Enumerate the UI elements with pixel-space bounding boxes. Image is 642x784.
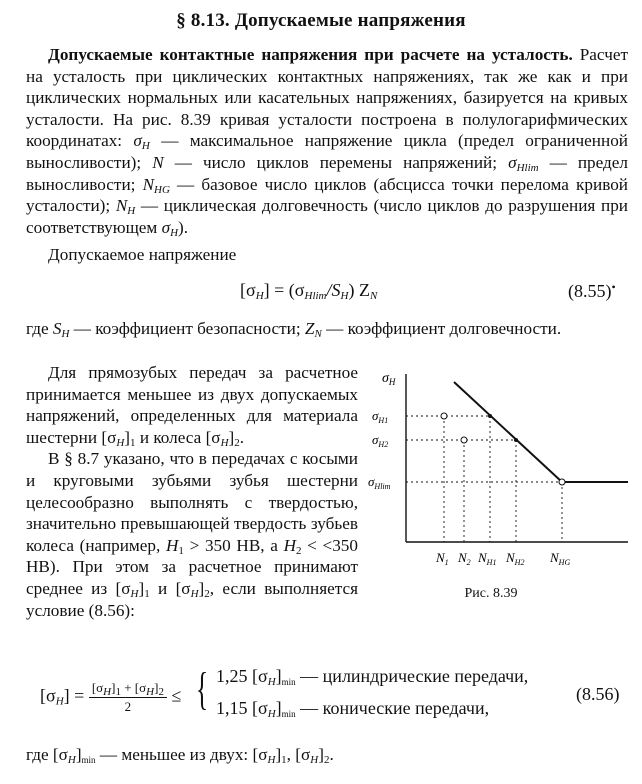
text-run: — максимальное напряжение цикла (предел ограниченной выносливости); <box>26 131 628 172</box>
paragraph-spur-gears: Для прямозубых передач за расчетное принимается меньшее из двух допускаемых напряжений, определенных для материала шестерни $[\sigma_H]_1$ и колеса $[\sigma_H]_2$. В § 8.7 указано, что в передачах с косыми и круговыми зубьями зубья шестерни целесообразно выполнять с твердостью, значительно превышающей твердость зубьев колеса (например, $H_1 > 350$ НВ, а $H_2 < <350$ НВ). При этом за расчетное принимают среднее из $[\sigma_H]_1$ и $[\sigma_H]_2$, если выполняется условие (8.56): <box>26 363 358 620</box>
paragraph-where-sh: где $S_H$ — коэффициент безопасности; $Z_N$ — коэффициент долговечности. <box>26 319 562 340</box>
equation-8-56-case-2: 1,15 $[\sigma_H]_{min}$ — конические передачи, <box>216 698 490 720</box>
paragraph-allowable-stress: Допускаемое напряжение <box>48 245 237 264</box>
paragraph-contact-stress <box>26 44 628 238</box>
y-tick-sigma-h1: $\sigma_{H1}$ <box>372 408 389 425</box>
y-axis-label: $\sigma_H$ <box>382 371 396 387</box>
point-nh1 <box>488 414 492 418</box>
figure-8-39 <box>366 360 632 610</box>
x-tick-n2: $N_2$ <box>458 550 471 567</box>
section-heading: § 8.13. Допускаемые напряжения <box>176 10 466 31</box>
equation-number-8-55: (8.55)• <box>568 280 616 301</box>
paragraph-lead-bold: Допускаемые контактные напряжения при расчете на усталость. <box>48 45 573 64</box>
symbol-sigma-hlim: $\sigma_{Hlim}$ <box>508 152 539 174</box>
dashed-guides <box>406 416 562 542</box>
point-n1 <box>441 413 447 419</box>
symbol-n: N <box>152 152 164 172</box>
text-run: ). <box>178 217 189 237</box>
text-run: Расчет на усталость при циклических контактных напряжениях, так же как и при циклических нормальных или касательных напряжениях, базируется на кривых усталости. На рис. 8.39 кривая усталости построена в полулогарифмических координатах: <box>26 45 628 151</box>
equation-8-56-brace: { <box>196 663 209 714</box>
symbol-z-n: $Z_N$ <box>304 319 322 340</box>
equation-8-56-fraction: $\frac{[\sigma_H]_1 + [\sigma_H]_2}{2}$ <box>89 680 167 715</box>
text-run: — число циклов перемены напряжений; <box>163 152 509 172</box>
fatigue-curve <box>454 382 628 482</box>
y-tick-sigma-h2: $\sigma_{H2}$ <box>372 432 389 449</box>
point-nh2 <box>514 438 518 442</box>
x-tick-n1: $N_1$ <box>436 550 449 567</box>
figure-caption: Рис. 8.39 <box>464 586 518 601</box>
point-nhg <box>559 479 565 485</box>
point-n2 <box>461 437 467 443</box>
x-tick-nh1: $N_{H1}$ <box>478 550 497 567</box>
symbol-n-hg: $N_{HG}$ <box>142 174 170 196</box>
x-tick-nhg: $N_{HG}$ <box>550 550 571 567</box>
symbol-sigma-h: $\sigma_H$ <box>133 131 150 153</box>
y-tick-sigma-hlim: $\sigma_{Hlim}$ <box>368 474 391 491</box>
equation-8-55: $[\sigma_H] = (\sigma_{Hlim}/S_H)$ $Z_N$ <box>240 280 378 302</box>
symbol-s-h: $S_H$ <box>52 319 70 340</box>
paragraph-where-min: где $[\sigma_H]_{min}$ — меньшее из двух: $[\sigma_H]_1$, $[\sigma_H]_2$. <box>26 745 334 766</box>
fatigue-curve-plot <box>366 360 632 582</box>
text-run: — базовое число циклов (абсцисса точки перелома кривой усталости); <box>26 174 628 216</box>
x-tick-nh2: $N_{H2}$ <box>506 550 525 567</box>
equation-8-56-lhs: $[\sigma_H]$ = $\frac{[\sigma_H]_1 + [\sigma_H]_2}{2}$ ≤ <box>40 680 182 714</box>
text-run: — предел выносливости; <box>26 152 628 194</box>
text-run: — циклическая долговечность (число циклов до разрушения при соответствующем <box>26 196 628 237</box>
symbol-n-h: $N_H$ <box>115 196 136 218</box>
equation-number-8-56: (8.56) <box>576 684 620 704</box>
symbol-sigma-h: $\sigma_H$ <box>161 217 179 239</box>
equation-8-56-case-1: 1,25 $[\sigma_H]_{min}$ — цилиндрические передачи, <box>216 666 529 688</box>
